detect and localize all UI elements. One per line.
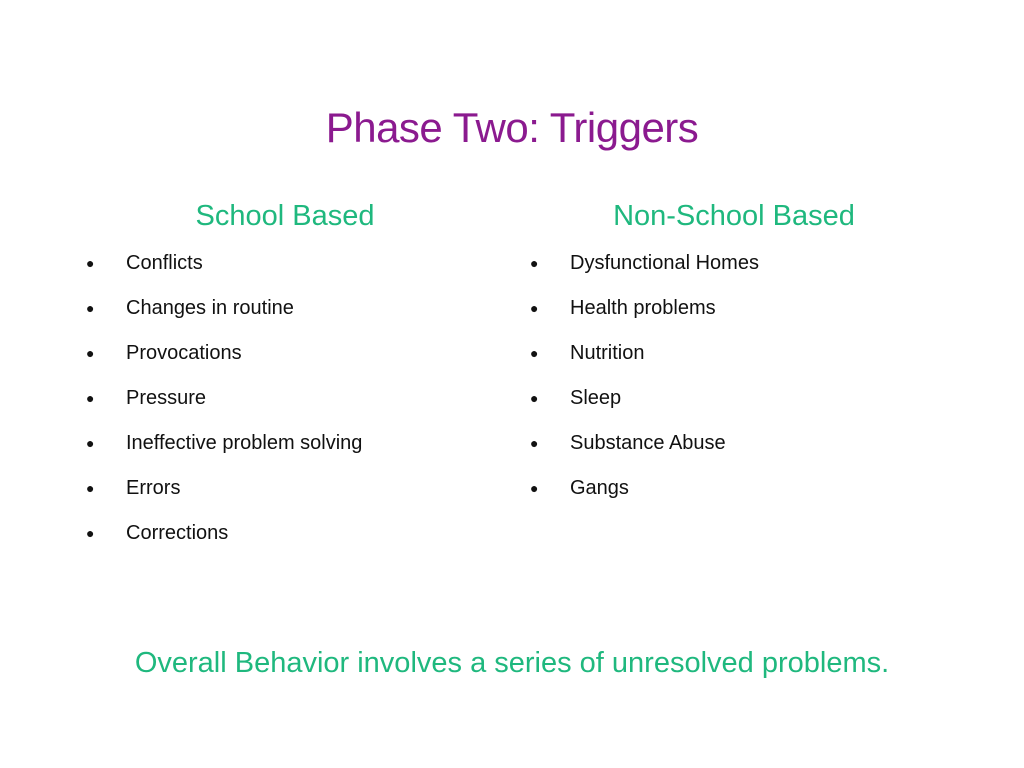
list-item (80, 473, 490, 518)
bullet-dot-icon: ● (86, 480, 95, 496)
bullet-dot-icon: ● (86, 525, 95, 541)
list-item (80, 248, 490, 293)
list-item (80, 293, 490, 338)
bullet-dot-icon: ● (86, 255, 95, 271)
bullet-dot-icon: ● (86, 345, 95, 361)
summary-statement: Overall Behavior involves a series of unresolved problems. (134, 647, 890, 679)
list-item-text: Pressure (126, 387, 207, 409)
bullet-dot-icon: ● (530, 390, 539, 406)
list-item (80, 383, 490, 428)
list-item-text: Nutrition (570, 342, 645, 364)
bullet-dot-icon: ● (530, 345, 539, 361)
list-item-text: Sleep (570, 387, 622, 409)
list-item-text: Provocations (126, 342, 242, 364)
list-item-text: Dysfunctional Homes (570, 252, 759, 274)
list-item-text: Changes in routine (126, 297, 294, 319)
list-item (80, 428, 490, 473)
school-based-column (80, 196, 490, 563)
list-item-text: Substance Abuse (570, 432, 726, 454)
list-item (80, 518, 490, 563)
bullet-dot-icon: ● (530, 435, 539, 451)
list-item-text: Ineffective problem solving (126, 432, 363, 454)
non-school-based-list (524, 248, 944, 518)
list-item (524, 383, 944, 428)
list-item (524, 248, 944, 293)
list-item (80, 338, 490, 383)
school-based-heading: School Based (195, 200, 375, 232)
non-school-based-column (524, 196, 944, 518)
list-item (524, 293, 944, 338)
school-based-list (80, 248, 490, 563)
bullet-dot-icon: ● (530, 300, 539, 316)
list-item-text: Gangs (570, 477, 629, 499)
bullet-dot-icon: ● (86, 390, 95, 406)
list-item-text: Conflicts (126, 252, 203, 274)
bullet-dot-icon: ● (530, 255, 539, 271)
list-item (524, 473, 944, 518)
bullet-dot-icon: ● (86, 300, 95, 316)
list-item-text: Health problems (570, 297, 716, 319)
non-school-based-heading: Non-School Based (613, 200, 855, 232)
list-item (524, 428, 944, 473)
list-item-text: Corrections (126, 522, 229, 544)
bullet-dot-icon: ● (86, 435, 95, 451)
list-item (524, 338, 944, 383)
slide-title: Phase Two: Triggers (325, 104, 699, 151)
list-item-text: Errors (126, 477, 181, 499)
bullet-dot-icon: ● (530, 480, 539, 496)
